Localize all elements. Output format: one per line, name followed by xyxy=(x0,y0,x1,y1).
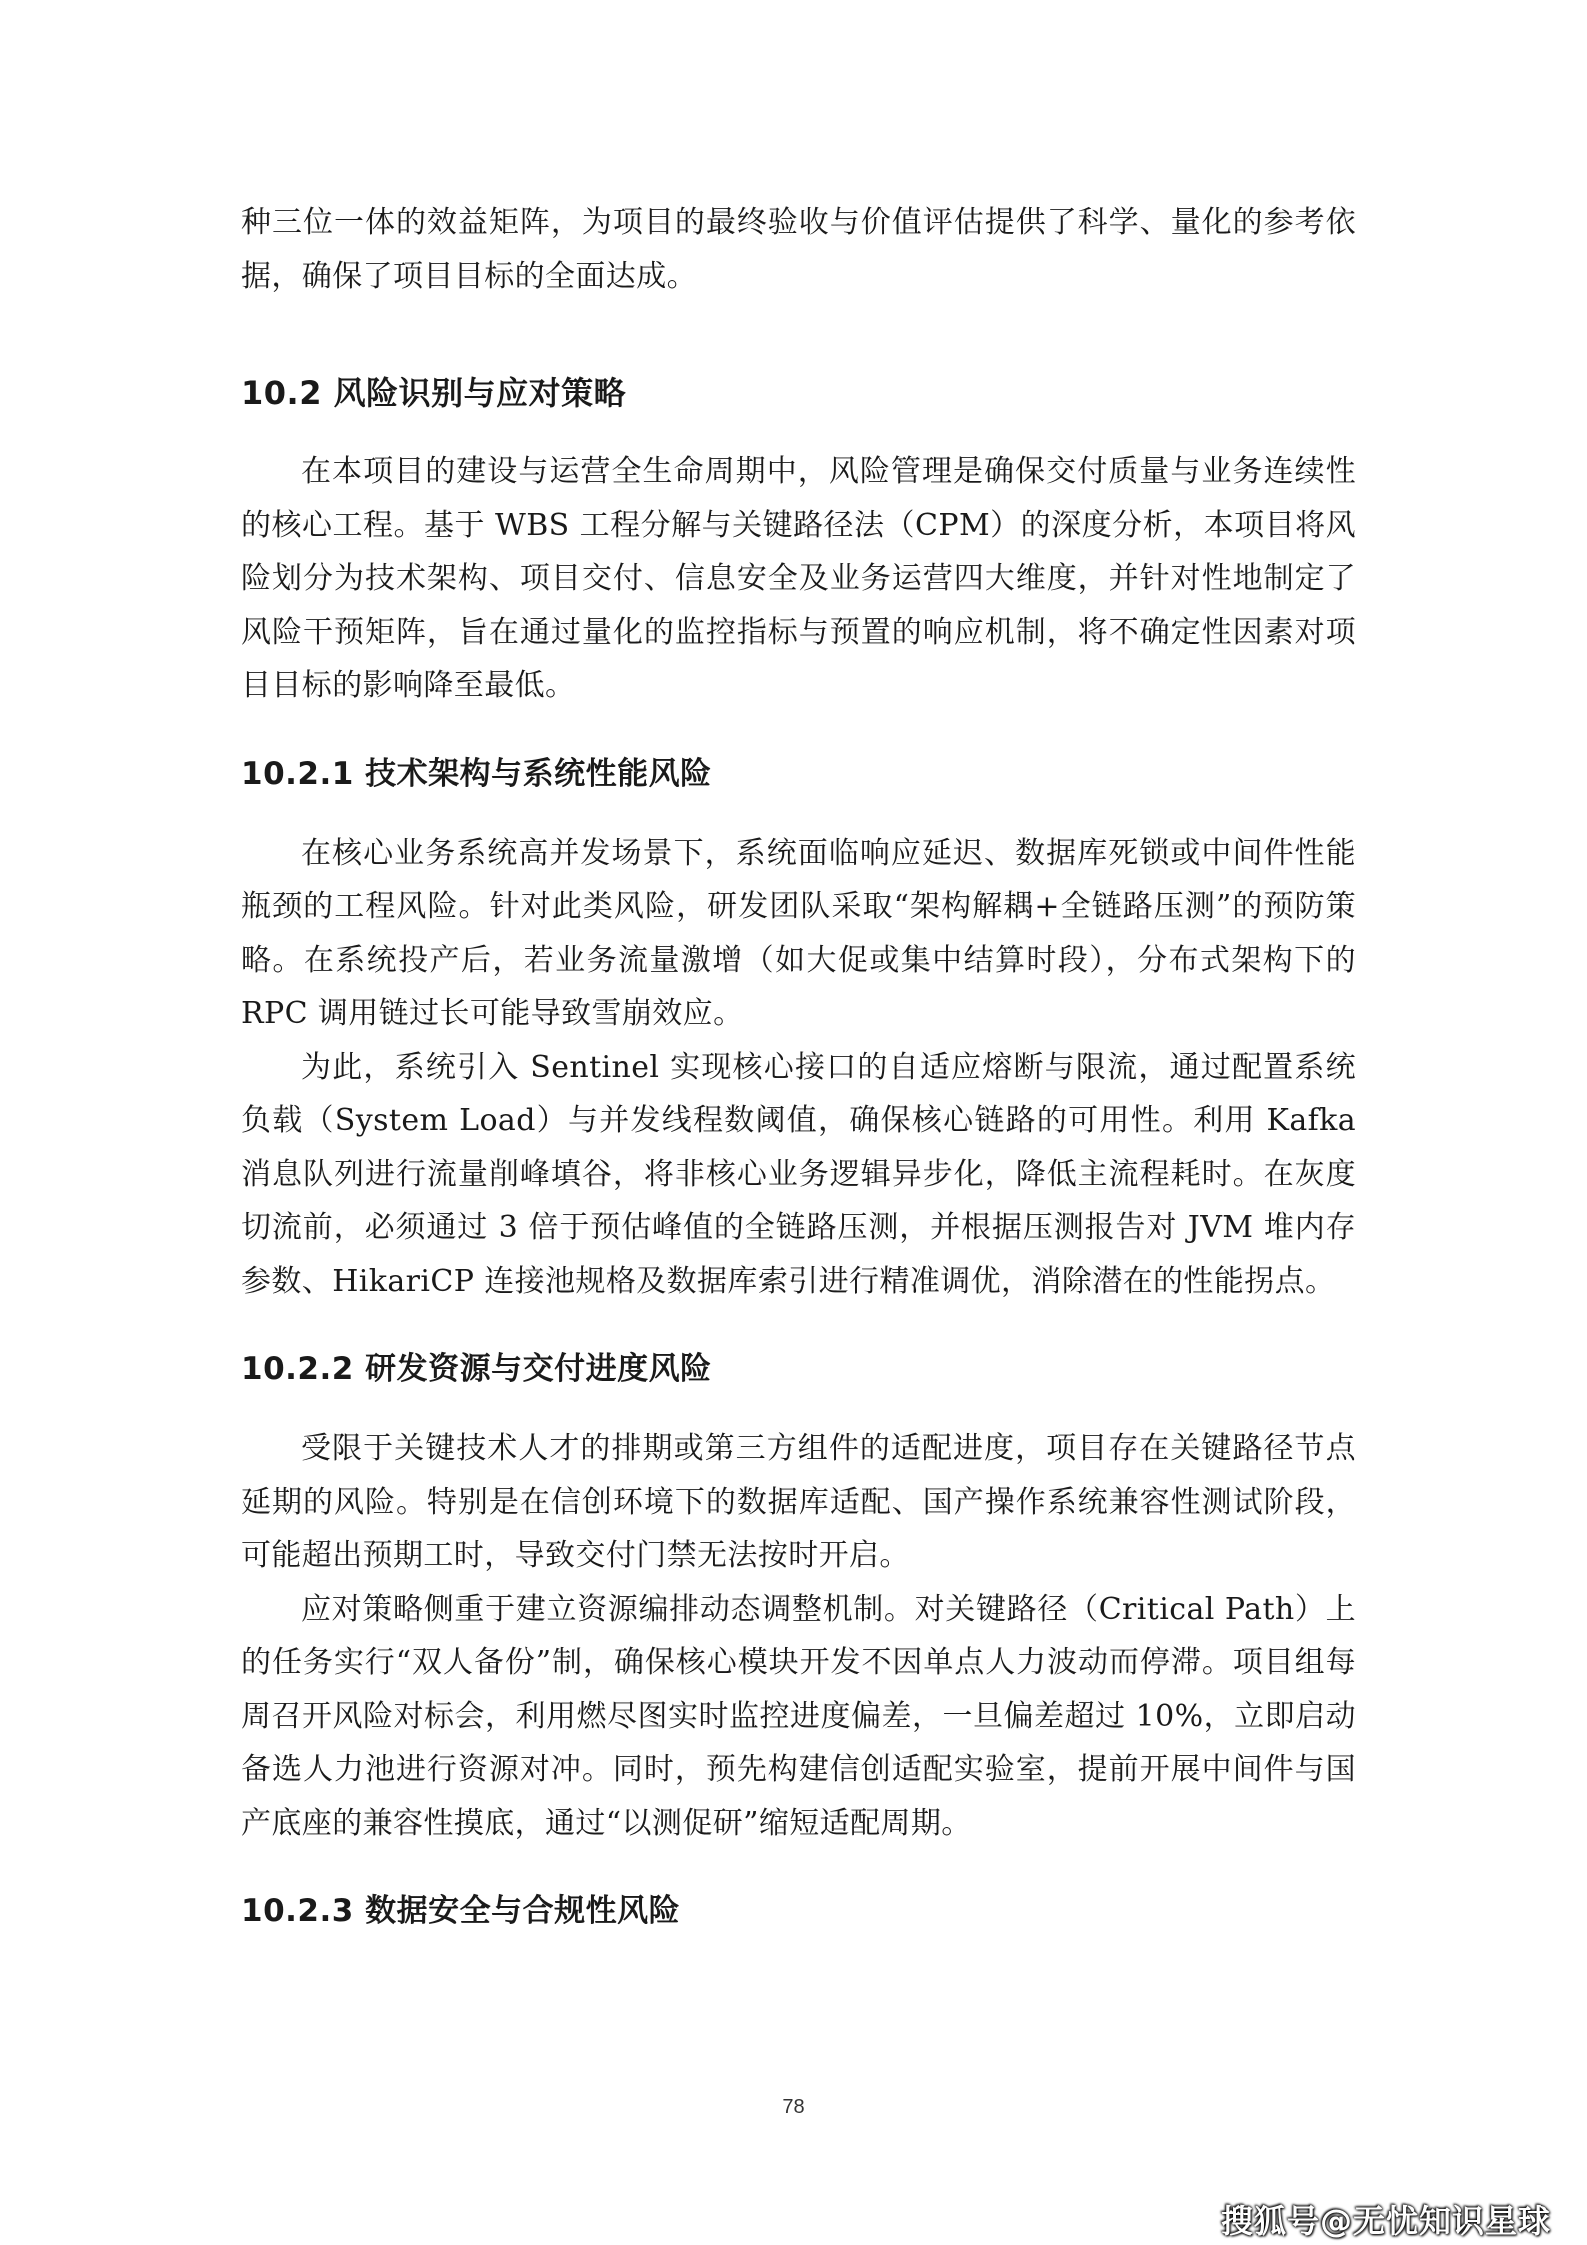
page-content xyxy=(241,196,1356,1964)
subsection-1-paragraph-1: 在核心业务系统高并发场景下，系统面临响应延迟、数据库死锁或中间件性能瓶颈的工程风险。针对此类风险，研发团队采取“架构解耦+全链路压测”的预防策略。在系统投产后，若业务流量激增（如大促或集中结算时段），分布式架构下的 RPC 调用链过长可能导致雪崩效应。 xyxy=(241,835,1356,1031)
watermark: 搜狐号@无忧知识星球 xyxy=(1220,2202,1551,2240)
section-heading: 10.2 风险识别与应对策略 xyxy=(241,374,627,412)
subsection-2-paragraph-2: 应对策略侧重于建立资源编排动态调整机制。对关键路径（Critical Path）上的任务实行“双人备份”制，确保核心模块开发不因单点人力波动而停滞。项目组每周召开风险对标会，利用燃尽图实时监控进度偏差，一旦偏差超过 10%，立即启动备选人力池进行资源对冲。同时，预先构建信创适配实验室，提前开展中间件与国产底座的兼容性摸底，通过“以测促研”缩短适配周期。 xyxy=(241,1591,1356,1841)
page-number: 78 xyxy=(782,2096,805,2118)
subsection-2-paragraph-1: 受限于关键技术人才的排期或第三方组件的适配进度，项目存在关键路径节点延期的风险。特别是在信创环境下的数据库适配、国产操作系统兼容性测试阶段，可能超出预期工时，导致交付门禁无法按时开启。 xyxy=(241,1431,1356,1573)
subsection-1-paragraph-2: 为此，系统引入 Sentinel 实现核心接口的自适应熔断与限流，通过配置系统负载（System Load）与并发线程数阈值，确保核心链路的可用性。利用 Kafka 消息队列进行流量削峰填谷，将非核心业务逻辑异步化，降低主流程耗时。在灰度切流前，必须通过 3 倍于预估峰值的全链路压测，并根据压测报告对 JVM 堆内存参数、HikariCP 连接池规格及数据库索引进行精准调优，消除潜在的性能拐点。 xyxy=(241,1049,1356,1299)
section-intro-paragraph: 在本项目的建设与运营全生命周期中，风险管理是确保交付质量与业务连续性的核心工程。基于 WBS 工程分解与关键路径法（CPM）的深度分析，本项目将风险划分为技术架构、项目交付、信息安全及业务运营四大维度，并针对性地制定了风险干预矩阵，旨在通过量化的监控指标与预置的响应机制，将不确定性因素对项目目标的影响降至最低。 xyxy=(241,454,1356,703)
subsection-heading-1: 10.2.1 技术架构与系统性能风险 xyxy=(241,755,712,792)
subsection-heading-2: 10.2.2 研发资源与交付进度风险 xyxy=(241,1351,712,1387)
subsection-heading-3: 10.2.3 数据安全与合规性风险 xyxy=(241,1893,681,1929)
intro-paragraph: 种三位一体的效益矩阵，为项目的最终验收与价值评估提供了科学、量化的参考依据，确保了项目目标的全面达成。 xyxy=(241,205,1356,294)
